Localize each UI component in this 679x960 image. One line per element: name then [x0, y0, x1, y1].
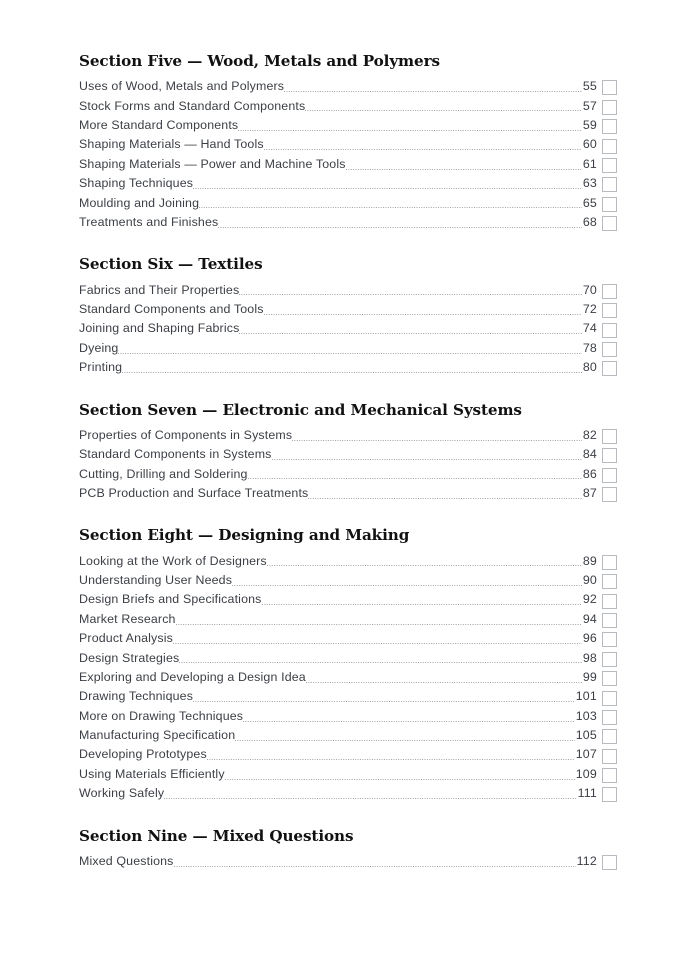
toc-entry-page-number[interactable]: 74 [582, 321, 597, 336]
toc-entry-title[interactable]: Working Safely [79, 786, 165, 801]
dot-leader [179, 649, 582, 668]
dot-leader [164, 784, 577, 803]
dot-leader [174, 852, 577, 871]
toc-entry-title[interactable]: Standard Components and Tools [79, 301, 264, 316]
toc-entry-page-number[interactable]: 55 [582, 79, 597, 94]
toc-entry-page-number[interactable]: 111 [577, 786, 597, 801]
toc-entry-checkbox[interactable] [602, 284, 617, 299]
toc-entry-checkbox[interactable] [602, 555, 617, 570]
table-of-contents [79, 52, 617, 871]
section-heading: Section Nine — Mixed Questions [79, 826, 354, 845]
toc-entry-title[interactable]: Mixed Questions [79, 853, 174, 868]
toc-entry-title[interactable]: PCB Production and Surface Treatments [79, 485, 309, 500]
toc-section [79, 401, 617, 504]
toc-entry-title[interactable]: Standard Components in Systems [79, 447, 272, 462]
toc-entry-checkbox[interactable] [602, 652, 617, 667]
dot-leader [207, 745, 575, 764]
toc-entry-page-number[interactable]: 94 [582, 611, 597, 626]
toc-entry-title[interactable]: Moulding and Joining [79, 195, 200, 210]
dot-leader [284, 77, 582, 96]
toc-entry-checkbox[interactable] [602, 303, 617, 318]
toc-entry-checkbox[interactable] [602, 139, 617, 154]
toc-entry-checkbox[interactable] [602, 100, 617, 115]
toc-entry[interactable] [79, 319, 617, 338]
toc-entry[interactable] [79, 465, 617, 484]
toc-entry[interactable] [79, 552, 617, 571]
toc-entry-page-number[interactable]: 57 [582, 98, 597, 113]
dot-leader [235, 726, 575, 745]
toc-entry-page-number[interactable]: 60 [582, 137, 597, 152]
toc-entry-title[interactable]: More on Drawing Techniques [79, 708, 244, 723]
toc-entry[interactable] [79, 852, 617, 871]
toc-entry[interactable] [79, 116, 617, 135]
toc-entry[interactable] [79, 426, 617, 445]
toc-entry-checkbox[interactable] [602, 729, 617, 744]
toc-entry-page-number[interactable]: 103 [575, 708, 597, 723]
toc-entry-title[interactable]: Cutting, Drilling and Soldering [79, 466, 248, 481]
toc-entry-checkbox[interactable] [602, 80, 617, 95]
toc-entry-checkbox[interactable] [602, 594, 617, 609]
toc-entry-page-number[interactable]: 70 [582, 282, 597, 297]
toc-entry[interactable] [79, 629, 617, 648]
toc-entry-page-number[interactable]: 101 [575, 689, 597, 704]
toc-entry[interactable] [79, 590, 617, 609]
toc-entry[interactable] [79, 726, 617, 745]
section-heading: Section Eight — Designing and Making [79, 526, 410, 545]
toc-entry-checkbox[interactable] [602, 574, 617, 589]
toc-entry-checkbox[interactable] [602, 197, 617, 212]
toc-entry[interactable] [79, 135, 617, 154]
toc-entry[interactable] [79, 484, 617, 503]
toc-entry-title[interactable]: Looking at the Work of Designers [79, 553, 267, 568]
dot-leader [264, 135, 583, 154]
dot-leader [262, 590, 583, 609]
toc-entry-title[interactable]: Drawing Techniques [79, 689, 194, 704]
toc-section [79, 255, 617, 377]
section-heading: Section Six — Textiles [79, 255, 263, 274]
toc-entry-title[interactable]: Exploring and Developing a Design Idea [79, 669, 306, 684]
toc-entry-page-number[interactable]: 61 [582, 156, 597, 171]
toc-entry[interactable] [79, 571, 617, 590]
toc-entry-checkbox[interactable] [602, 177, 617, 192]
toc-entry-title[interactable]: Shaping Techniques [79, 176, 194, 191]
dot-leader [239, 319, 582, 338]
toc-entry[interactable] [79, 174, 617, 193]
dot-leader [232, 571, 582, 590]
dot-leader [346, 155, 583, 174]
toc-entry[interactable] [79, 77, 617, 96]
dot-leader [225, 765, 576, 784]
toc-entry-checkbox[interactable] [602, 342, 617, 357]
toc-entry[interactable] [79, 213, 617, 232]
toc-entry-page-number[interactable]: 109 [575, 766, 597, 781]
toc-entry-page-number[interactable]: 98 [582, 650, 597, 665]
toc-entry-title[interactable]: Using Materials Efficiently [79, 766, 225, 781]
toc-entry-page-number[interactable]: 89 [582, 553, 597, 568]
toc-entry[interactable] [79, 784, 617, 803]
toc-entry[interactable] [79, 281, 617, 300]
toc-entry-checkbox[interactable] [602, 855, 617, 870]
toc-entry-checkbox[interactable] [602, 671, 617, 686]
toc-entry-checkbox[interactable] [602, 158, 617, 173]
toc-entry-checkbox[interactable] [602, 768, 617, 783]
toc-entry-title[interactable]: Manufacturing Specification [79, 728, 236, 743]
dot-leader [239, 281, 582, 300]
section-heading: Section Seven — Electronic and Mechanical Systems [79, 400, 522, 419]
toc-entry-page-number[interactable]: 68 [582, 214, 597, 229]
dot-leader [306, 668, 582, 687]
toc-entry-page-number[interactable]: 84 [582, 447, 597, 462]
dot-leader [243, 707, 575, 726]
dot-leader [176, 610, 583, 629]
dot-leader [264, 300, 583, 319]
toc-entry[interactable] [79, 765, 617, 784]
toc-entry-page-number[interactable]: 87 [582, 485, 597, 500]
toc-section [79, 827, 617, 872]
toc-entry[interactable] [79, 155, 617, 174]
toc-entry-title[interactable]: Fabrics and Their Properties [79, 282, 240, 297]
toc-entry[interactable] [79, 339, 617, 358]
toc-entry[interactable] [79, 668, 617, 687]
toc-entry-checkbox[interactable] [602, 323, 617, 338]
toc-entry-title[interactable]: More Standard Components [79, 118, 239, 133]
toc-entry-checkbox[interactable] [602, 749, 617, 764]
dot-leader [118, 339, 582, 358]
dot-leader [173, 629, 582, 648]
dot-leader [267, 552, 583, 571]
toc-entry[interactable] [79, 358, 617, 377]
toc-entry-title[interactable]: Shaping Materials — Power and Machine Tools [79, 156, 346, 171]
toc-entry[interactable] [79, 300, 617, 319]
toc-entry-checkbox[interactable] [602, 487, 617, 502]
toc-entry-page-number[interactable]: 105 [575, 728, 597, 743]
dot-leader [193, 174, 582, 193]
dot-leader [193, 687, 575, 706]
toc-entry-page-number[interactable]: 96 [582, 631, 597, 646]
toc-entry-title[interactable]: Properties of Components in Systems [79, 427, 293, 442]
toc-entry-checkbox[interactable] [602, 787, 617, 802]
dot-leader [292, 426, 582, 445]
toc-entry-title[interactable]: Understanding User Needs [79, 572, 233, 587]
toc-entry-checkbox[interactable] [602, 613, 617, 628]
toc-entry-title[interactable]: Developing Prototypes [79, 747, 207, 762]
toc-entry-title[interactable]: Stock Forms and Standard Components [79, 98, 306, 113]
toc-entry-title[interactable]: Market Research [79, 611, 176, 626]
toc-entry-page-number[interactable]: 107 [575, 747, 597, 762]
toc-entry-page-number[interactable]: 72 [582, 301, 597, 316]
toc-entry-checkbox[interactable] [602, 361, 617, 376]
dot-leader [248, 465, 583, 484]
toc-entry-checkbox[interactable] [602, 691, 617, 706]
toc-entry-title[interactable]: Product Analysis [79, 631, 173, 646]
section-heading: Section Five — Wood, Metals and Polymers [79, 52, 440, 70]
toc-entry-checkbox[interactable] [602, 429, 617, 444]
toc-entry[interactable] [79, 97, 617, 116]
toc-entry-page-number[interactable]: 78 [582, 340, 597, 355]
toc-entry[interactable] [79, 610, 617, 629]
toc-entry-title[interactable]: Dyeing [79, 340, 119, 355]
toc-entry-page-number[interactable]: 65 [582, 195, 597, 210]
toc-entry-page-number[interactable]: 82 [582, 427, 597, 442]
dot-leader [272, 445, 583, 464]
dot-leader [199, 194, 582, 213]
toc-entry-page-number[interactable]: 92 [582, 592, 597, 607]
toc-entry-title[interactable]: Shaping Materials — Hand Tools [79, 137, 264, 152]
dot-leader [218, 213, 582, 232]
toc-entry-page-number[interactable]: 99 [582, 669, 597, 684]
toc-entry-page-number[interactable]: 86 [582, 466, 597, 481]
toc-section [79, 526, 617, 803]
toc-entry-title[interactable]: Treatments and Finishes [79, 214, 219, 229]
toc-section [79, 52, 617, 232]
toc-entry-title[interactable]: Joining and Shaping Fabrics [79, 321, 240, 336]
toc-entry-checkbox[interactable] [602, 468, 617, 483]
toc-entry-checkbox[interactable] [602, 710, 617, 725]
dot-leader [238, 116, 582, 135]
toc-entry-page-number[interactable]: 80 [582, 360, 597, 375]
toc-entry-page-number[interactable]: 63 [582, 176, 597, 191]
dot-leader [305, 97, 582, 116]
toc-entry[interactable] [79, 687, 617, 706]
toc-entry[interactable] [79, 649, 617, 668]
toc-entry-checkbox[interactable] [602, 216, 617, 231]
toc-entry[interactable] [79, 445, 617, 464]
dot-leader [122, 358, 582, 377]
toc-entry-title[interactable]: Design Strategies [79, 650, 180, 665]
toc-entry-title[interactable]: Uses of Wood, Metals and Polymers [79, 79, 285, 94]
dot-leader [308, 484, 582, 503]
toc-entry-checkbox[interactable] [602, 632, 617, 647]
toc-entry-checkbox[interactable] [602, 119, 617, 134]
toc-entry[interactable] [79, 707, 617, 726]
toc-entry[interactable] [79, 745, 617, 764]
toc-entry-title[interactable]: Design Briefs and Specifications [79, 592, 262, 607]
toc-entry[interactable] [79, 194, 617, 213]
toc-entry-page-number[interactable]: 90 [582, 572, 597, 587]
toc-entry-checkbox[interactable] [602, 448, 617, 463]
toc-entry-page-number[interactable]: 112 [576, 853, 597, 868]
toc-entry-page-number[interactable]: 59 [582, 118, 597, 133]
toc-entry-title[interactable]: Printing [79, 360, 123, 375]
